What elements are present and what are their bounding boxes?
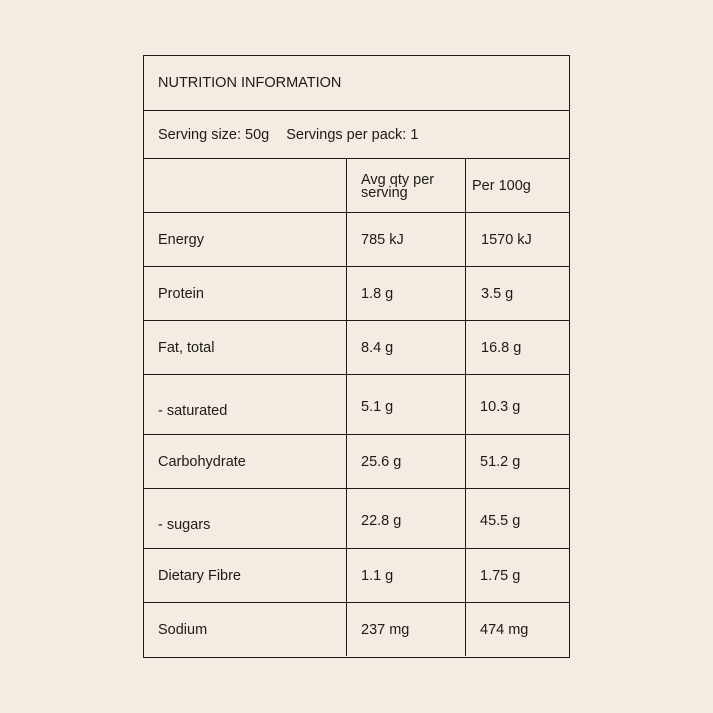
avg-value: 1.1 g (346, 549, 465, 602)
table-row (144, 213, 569, 267)
avg-value: 237 mg (346, 603, 465, 656)
table-row (144, 375, 569, 435)
avg-value: 22.8 g (346, 489, 465, 548)
per-100g-header: Per 100g (465, 159, 569, 212)
table-row (144, 267, 569, 321)
avg-value: 785 kJ (346, 213, 465, 266)
nutrient-name: Carbohydrate (158, 453, 246, 470)
per100-value: 3.5 g (465, 267, 569, 320)
title-row (144, 56, 569, 111)
table-row (144, 321, 569, 375)
table-row (144, 603, 569, 656)
per100-value: 10.3 g (465, 375, 569, 434)
table-row (144, 489, 569, 549)
avg-value: 25.6 g (346, 435, 465, 488)
nutrition-panel (143, 55, 570, 658)
serving-info (144, 111, 569, 158)
nutrient-name: - sugars (158, 516, 211, 533)
column-header-row (144, 159, 569, 213)
nutrient-name: Dietary Fibre (158, 567, 241, 584)
avg-value: 8.4 g (346, 321, 465, 374)
servings-per-pack: Servings per pack: 1 (286, 126, 419, 143)
avg-value: 5.1 g (346, 375, 465, 434)
nutrient-name: Energy (158, 231, 204, 248)
per100-value: 1570 kJ (465, 213, 569, 266)
serving-row (144, 111, 569, 159)
per100-value: 474 mg (465, 603, 569, 656)
per100-value: 1.75 g (465, 549, 569, 602)
avg-qty-header: Avg qty per serving (346, 159, 465, 212)
nutrient-name: Protein (158, 285, 204, 302)
nutrient-name: Sodium (158, 621, 208, 638)
table-row (144, 435, 569, 489)
nutrient-name: - saturated (158, 402, 228, 419)
table-row (144, 549, 569, 603)
per100-value: 16.8 g (465, 321, 569, 374)
avg-value: 1.8 g (346, 267, 465, 320)
nutrient-name: Fat, total (158, 339, 215, 356)
per100-value: 51.2 g (465, 435, 569, 488)
nutrient-column-header (144, 159, 346, 212)
serving-size: Serving size: 50g (158, 126, 270, 143)
per100-value: 45.5 g (465, 489, 569, 548)
panel-title: NUTRITION INFORMATION (158, 75, 342, 91)
